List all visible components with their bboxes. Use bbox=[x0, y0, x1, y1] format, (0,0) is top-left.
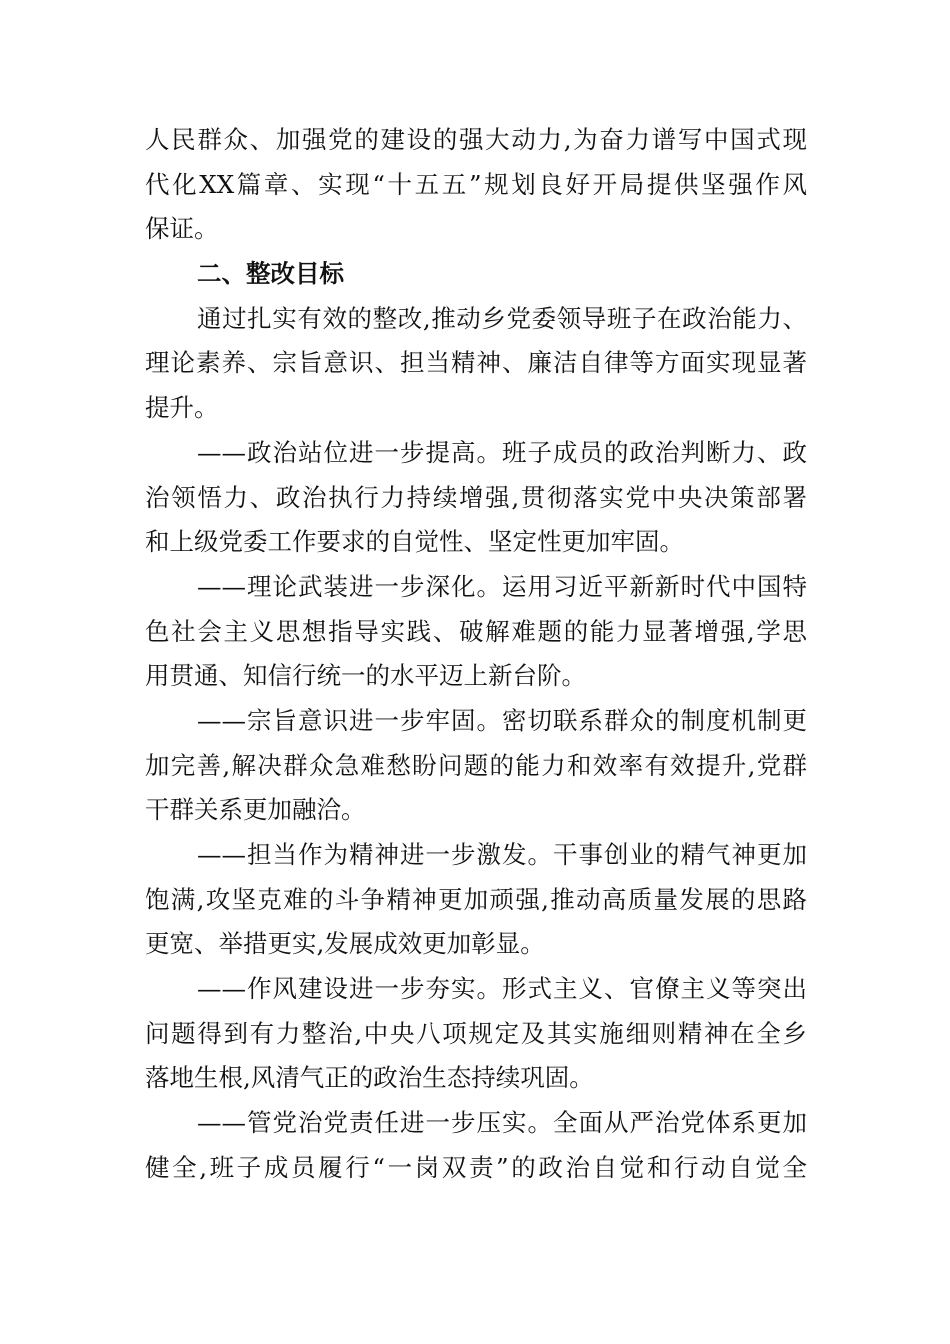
text-line: ——管党治党责任进一步压实。全面从严治党体系更加 bbox=[197, 1108, 807, 1138]
text-line: 用贯通、知信行统一的水平迈上新台阶。 bbox=[145, 661, 586, 691]
text-line: ——宗旨意识进一步牢固。密切联系群众的制度机制更 bbox=[197, 705, 807, 735]
text-line: ——政治站位进一步提高。班子成员的政治判断力、政 bbox=[197, 437, 807, 467]
text-line: 人民群众、加强党的建设的强大动力,为奋力谱写中国式现 bbox=[145, 125, 807, 154]
text-line: 代化XX篇章、实现“十五五”规划良好开局提供坚强作风 bbox=[145, 169, 807, 199]
paragraph bbox=[145, 833, 807, 967]
text-line: 和上级党委工作要求的自觉性、坚定性更加牢固。 bbox=[145, 527, 684, 557]
section-heading bbox=[145, 252, 807, 297]
text-line: ——作风建设进一步夯实。形式主义、官僚主义等突出 bbox=[197, 974, 807, 1004]
text-line: 饱满,攻坚克难的斗争精神更加顽强,推动高质量发展的思路 bbox=[145, 884, 807, 914]
text-line: 理论素养、宗旨意识、担当精神、廉洁自律等方面实现显著 bbox=[145, 348, 807, 378]
text-line: 保证。 bbox=[145, 214, 219, 244]
paragraph bbox=[145, 297, 807, 431]
paragraph bbox=[145, 699, 807, 833]
text-line: ——担当作为精神进一步激发。干事创业的精气神更加 bbox=[197, 840, 807, 869]
paragraph bbox=[145, 431, 807, 565]
text-line: 健全,班子成员履行“一岗双责”的政治自觉和行动自觉全 bbox=[145, 1152, 807, 1182]
document-page bbox=[145, 118, 807, 1191]
text-line: 通过扎实有效的整改,推动乡党委领导班子在政治能力、 bbox=[197, 303, 807, 333]
text-line: 更宽、举措更实,发展成效更加彰显。 bbox=[145, 929, 545, 959]
text-line: 干群关系更加融洽。 bbox=[145, 795, 366, 825]
text-line: 加完善,解决群众急难愁盼问题的能力和效率有效提升,党群 bbox=[145, 750, 807, 780]
text-line: 提升。 bbox=[145, 393, 219, 423]
text-line: 色社会主义思想指导实践、破解难题的能力显著增强,学思 bbox=[145, 616, 807, 646]
paragraph bbox=[145, 1101, 807, 1190]
text-line: 落地生根,风清气正的政治生态持续巩固。 bbox=[145, 1063, 594, 1093]
paragraph bbox=[145, 118, 807, 252]
paragraph bbox=[145, 565, 807, 699]
text-line: 治领悟力、政治执行力持续增强,贯彻落实党中央决策部署 bbox=[145, 482, 807, 512]
text-line: ——理论武装进一步深化。运用习近平新新时代中国特 bbox=[197, 571, 807, 601]
text-line: 二、整改目标 bbox=[197, 259, 344, 289]
text-line: 问题得到有力整治,中央八项规定及其实施细则精神在全乡 bbox=[145, 1018, 807, 1048]
paragraph bbox=[145, 967, 807, 1101]
